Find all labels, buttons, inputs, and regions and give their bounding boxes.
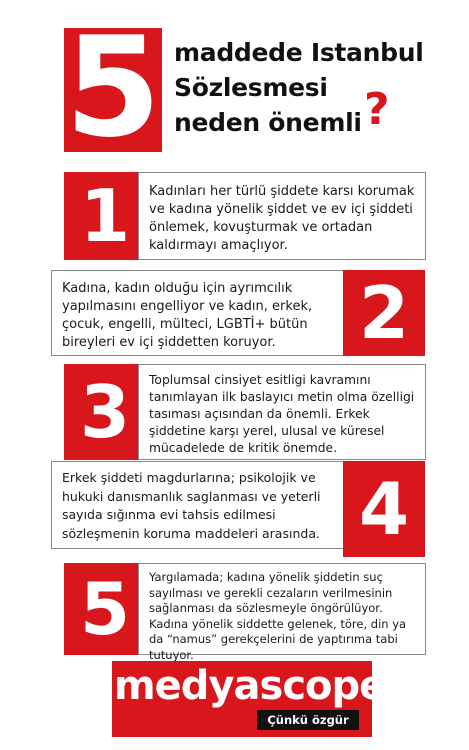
item-number-3: 3 xyxy=(64,364,146,460)
title-line: Sözlesmesi xyxy=(174,73,328,102)
page-title xyxy=(174,35,464,140)
item-text-5: Yargılamada; kadına yönelik şiddetin suç sayılması ve gerekli cezaların verilmesinin sağlanması da sözlesmeyle öngörülüyor. Kadına yönelik siddette gelenek, töre, din ya da “namus” gerekçelerini de yaptırıma tabi tutuyor. xyxy=(138,563,426,655)
hero-number-box xyxy=(64,7,162,168)
question-mark-icon: ? xyxy=(364,84,390,135)
brand-logo: medyascope. xyxy=(114,663,400,709)
item-text-1: Kadınları her türlü şiddete karsı korumak ve kadına yönelik şiddet ve ev içi şiddeti önlemek, kovuşturmak ve ortadan kaldırmayı amaçlıyor. xyxy=(138,172,426,260)
item-text-3: Toplumsal cinsiyet esitligi kavramını tanımlayan ilk baslayıcı metin olma özelligi tasıması açısından da önemli. Erkek şiddetine karşı yerel, ulusal ve küresel mücadelede de kritik önemde. xyxy=(138,364,426,460)
item-text-2: Kadına, kadın olduğu için ayrımcılık yapılmasını engelliyor ve kadın, erkek, çocuk, engelli, mülteci, LGBTİ+ bütün bireyleri ev içi şiddetten koruyor. xyxy=(51,270,354,356)
item-number-2: 2 xyxy=(343,270,425,356)
title-line: neden önemli xyxy=(174,108,362,137)
tagline-text: Çünkü özgür xyxy=(267,713,349,727)
item-number-1: 1 xyxy=(64,172,146,260)
item-number-4: 4 xyxy=(343,461,425,557)
item-text-4: Erkek şiddeti magdurlarına; psikolojik ve hukuki danısmanlık saglanması ve yeterli sayıda sığınma evi tahsis edilmesi sözleşmenin koruma maddeleri arasında. xyxy=(51,461,344,549)
item-number-5: 5 xyxy=(64,563,146,655)
hero-number: 5 xyxy=(64,7,162,168)
title-line: maddede Istanbul xyxy=(174,38,424,67)
